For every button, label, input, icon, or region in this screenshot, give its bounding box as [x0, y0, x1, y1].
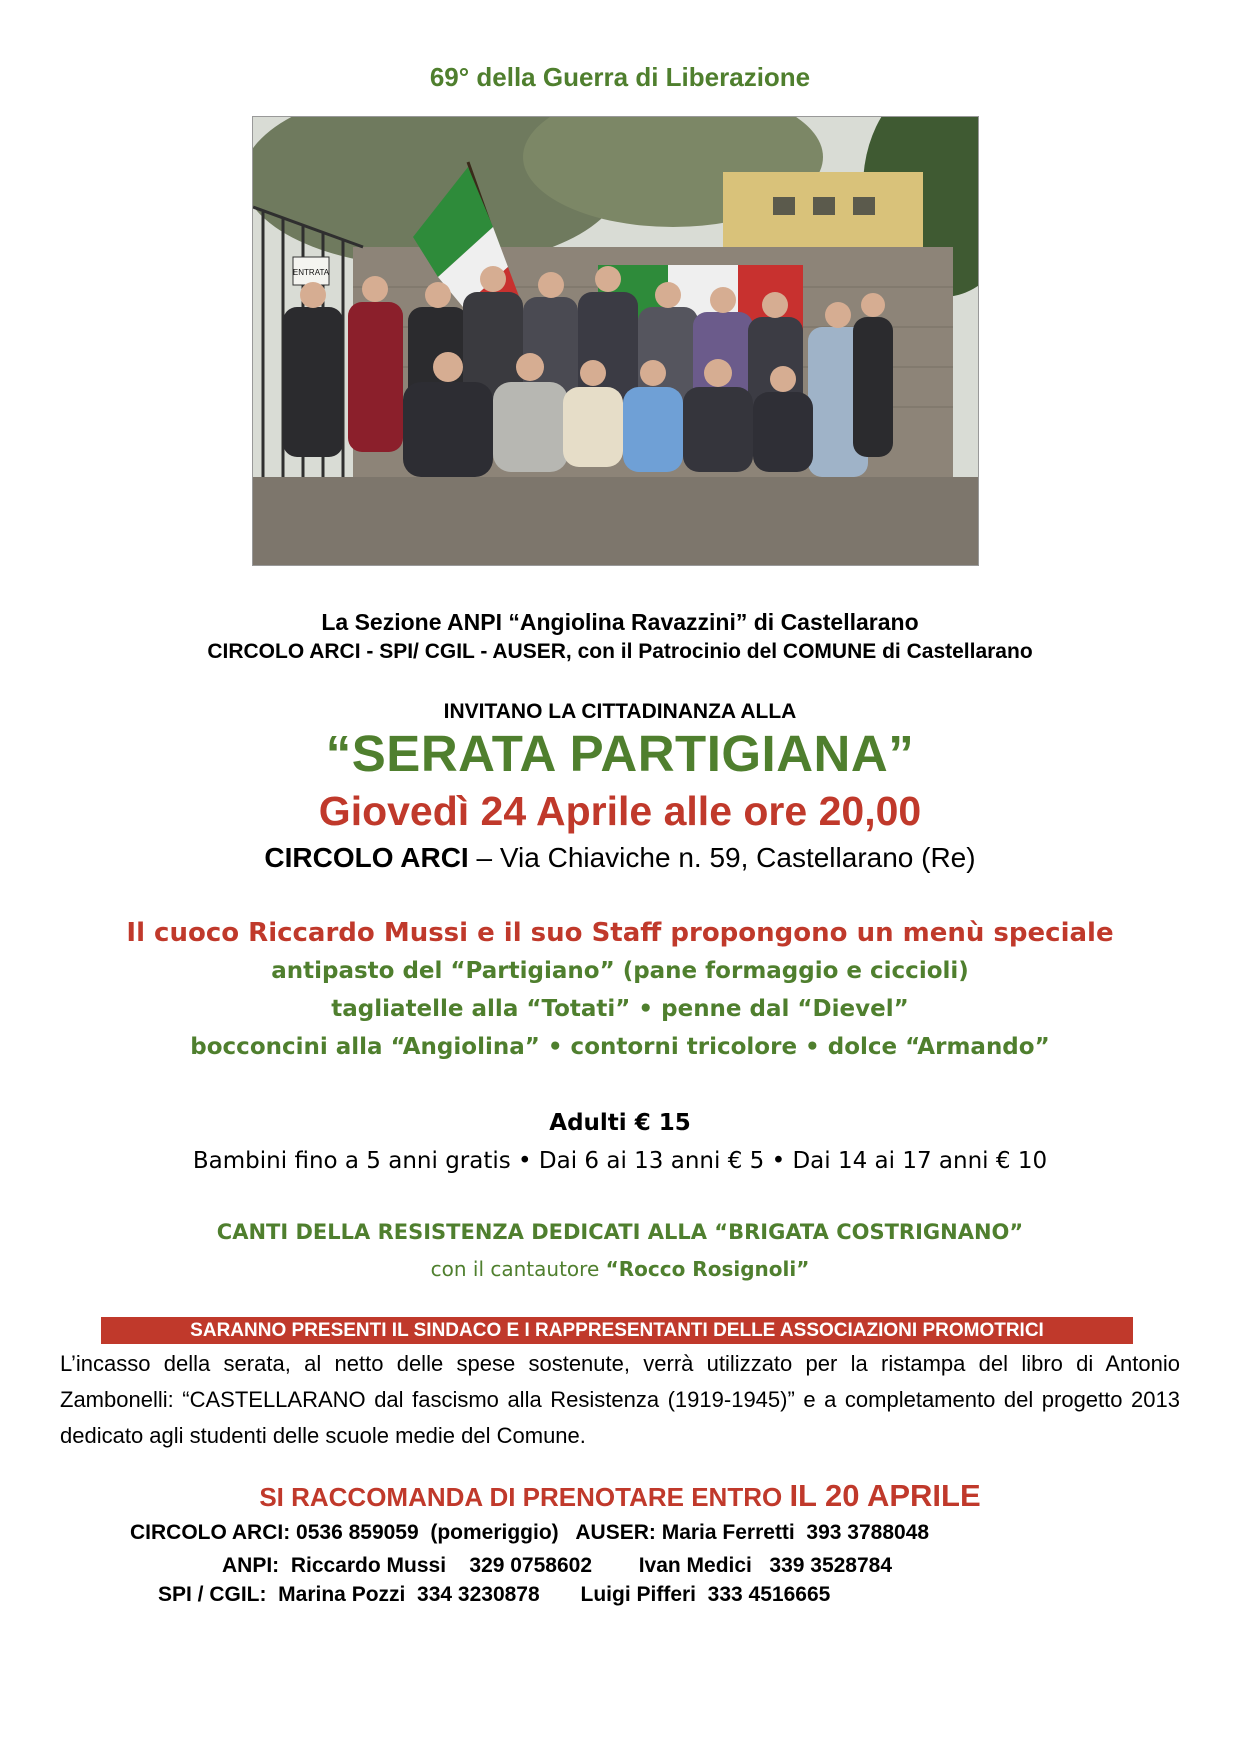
proceeds-paragraph: L’incasso della serata, al netto delle spese sostenute, verrà utilizzato per la ristampa del libro di Antonio Zambonelli: “CASTELLARANO dal fascismo alla Resistenza (1919-1945)” e a completamento del progetto 2013 dedicato agli studenti delle scuole medie del Comune.	[60, 1351, 1180, 1448]
contact-line: CIRCOLO ARCI: 0536 859059 (pomeriggio) AUSER: Maria Ferretti 393 3788048	[130, 1521, 930, 1544]
venue-address: – Via Chiaviche n. 59, Castellarano (Re)	[468, 842, 976, 873]
menu-line: antipasto del “Partigiano” (pane formaggio e ciccioli)	[271, 958, 969, 984]
notice-banner: SARANNO PRESENTI IL SINDACO E I RAPPRESENTANTI DELLE ASSOCIAZIONI PROMOTRICI	[101, 1317, 1133, 1344]
event-date: Giovedì 24 Aprile alle ore 20,00	[318, 788, 922, 834]
organizer-line-1: La Sezione ANPI “Angiolina Ravazzini” di Castellarano	[321, 609, 919, 635]
songwriter-prefix: con il cantautore	[430, 1257, 606, 1281]
adult-price: Adulti € 15	[549, 1110, 691, 1136]
contact-line: SPI / CGIL: Marina Pozzi 334 3230878 Luigi Pifferi 333 4516665	[158, 1583, 831, 1606]
venue-name: CIRCOLO ARCI	[264, 842, 469, 873]
booking-prefix: SI RACCOMANDA DI PRENOTARE ENTRO	[259, 1482, 790, 1512]
organizer-line-2: CIRCOLO ARCI - SPI/ CGIL - AUSER, con il Patrocinio del COMUNE di Castellarano	[207, 640, 1033, 663]
booking-heading	[0, 1478, 1240, 1514]
booking-deadline: IL 20 APRILE	[789, 1478, 981, 1513]
invite-text: INVITANO LA CITTADINANZA ALLA	[443, 700, 797, 723]
songwriter-line	[0, 1257, 1240, 1281]
songwriter-name: “Rocco Rosignoli”	[605, 1257, 810, 1281]
menu-intro: Il cuoco Riccardo Mussi e il suo Staff propongono un menù speciale	[126, 918, 1114, 948]
menu-line: bocconcini alla “Angiolina” • contorni tricolore • dolce “Armando”	[190, 1034, 1050, 1060]
children-prices: Bambini fino a 5 anni gratis • Dai 6 ai 13 anni € 5 • Dai 14 ai 17 anni € 10	[192, 1148, 1048, 1174]
event-title: “SERATA PARTIGIANA”	[325, 725, 915, 782]
contact-line: ANPI: Riccardo Mussi 329 0758602 Ivan Medici 339 3528784	[222, 1554, 893, 1577]
event-venue	[0, 842, 1240, 874]
group-photo-illustration	[253, 117, 978, 565]
anniversary-heading: 69° della Guerra di Liberazione	[429, 62, 811, 92]
songs-heading: CANTI DELLA RESISTENZA DEDICATI ALLA “BRIGATA COSTRIGNANO”	[216, 1220, 1024, 1244]
entrata-sign: ENTRATA	[292, 268, 330, 277]
menu-line: tagliatelle alla “Totati” • penne dal “Dievel”	[331, 996, 909, 1022]
group-photo	[252, 116, 979, 566]
